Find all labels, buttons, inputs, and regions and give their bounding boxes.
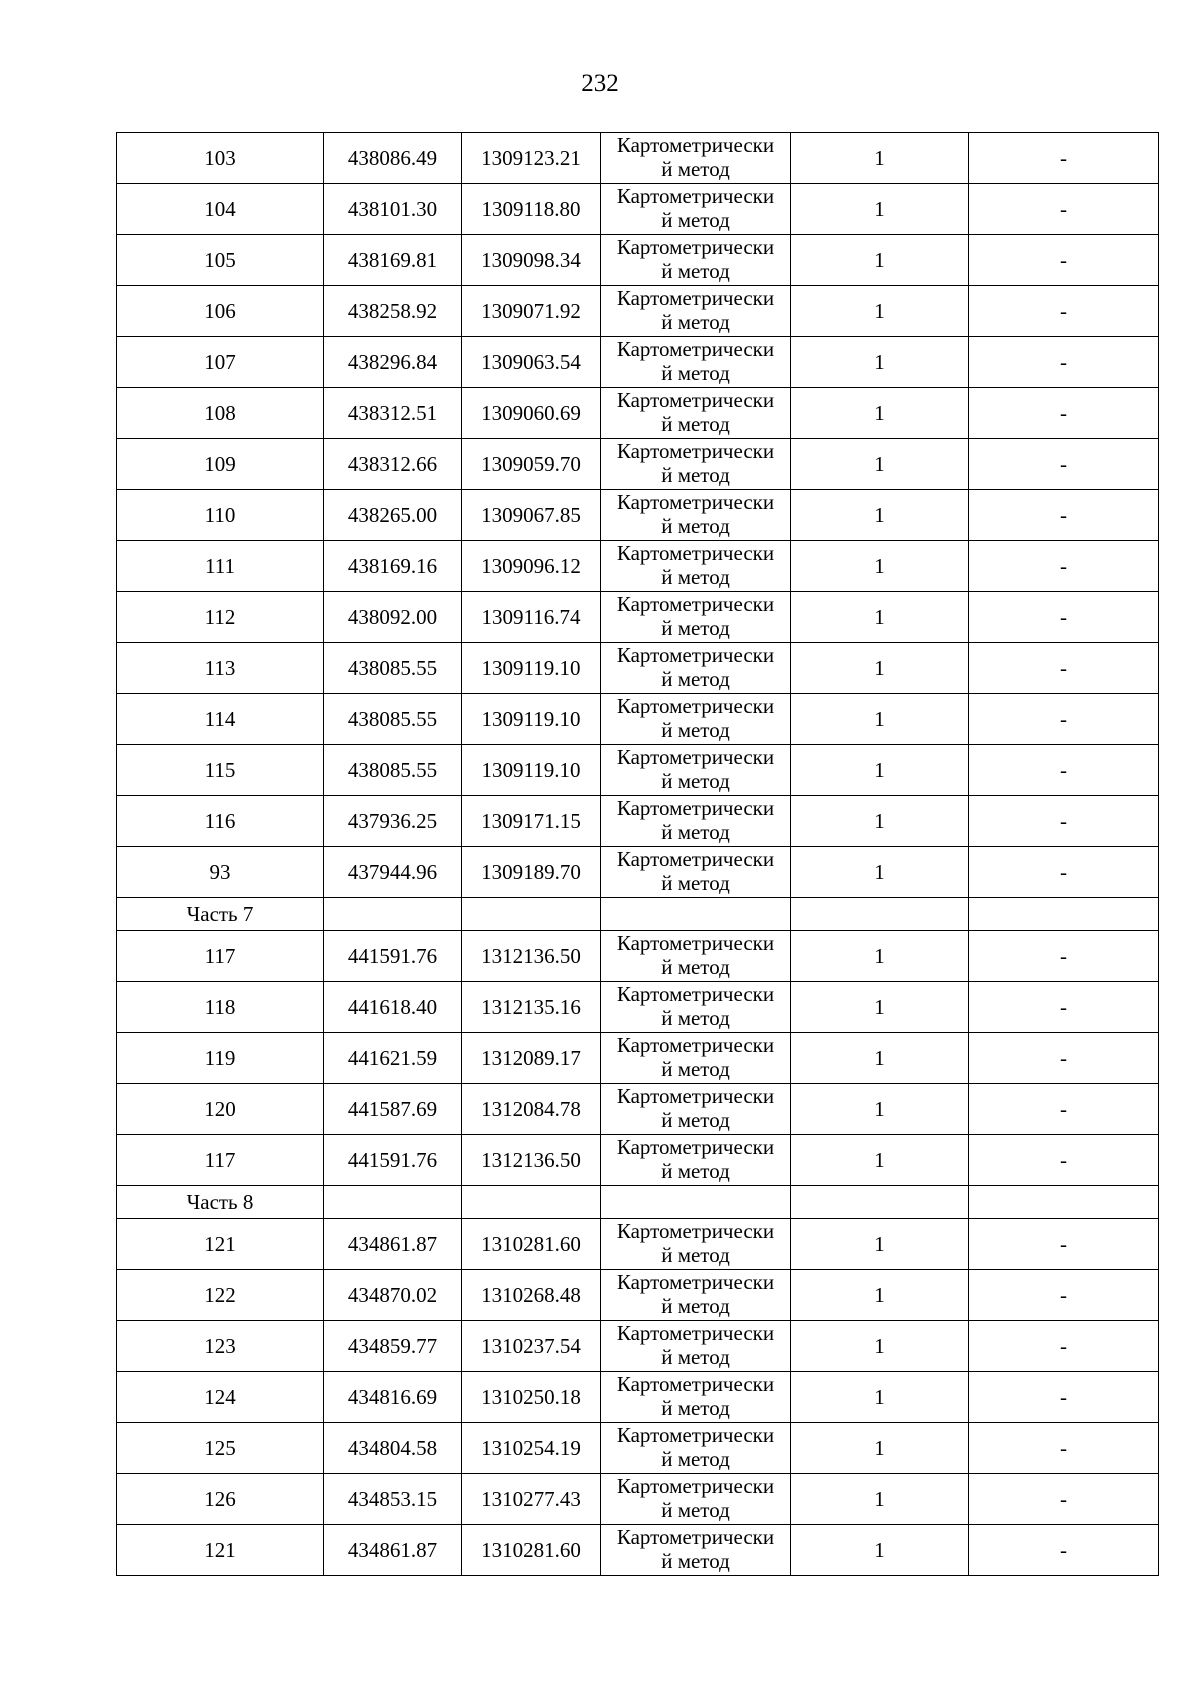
y-coordinate-cell: 1309118.80 (462, 184, 601, 235)
method-cell (601, 1474, 791, 1525)
accuracy-cell: 1 (791, 1219, 969, 1270)
method-line-1: Картометрически (616, 796, 775, 820)
x-coordinate-cell: 434861.87 (324, 1525, 462, 1576)
method-cell (601, 796, 791, 847)
x-coordinate-cell: 438258.92 (324, 286, 462, 337)
method-line-2: й метод (661, 769, 730, 793)
y-coordinate-cell: 1309071.92 (462, 286, 601, 337)
y-coordinate-cell: 1310281.60 (462, 1219, 601, 1270)
x-coordinate-cell: 438312.51 (324, 388, 462, 439)
point-cell: 118 (117, 982, 324, 1033)
empty-cell (324, 1186, 462, 1219)
method-line-1: Картометрически (616, 541, 775, 565)
y-coordinate-cell: 1309119.10 (462, 643, 601, 694)
section-row (117, 1186, 1159, 1219)
y-coordinate-cell: 1310237.54 (462, 1321, 601, 1372)
method-line-1: Картометрически (616, 694, 775, 718)
y-coordinate-cell: 1309189.70 (462, 847, 601, 898)
x-coordinate-cell: 438092.00 (324, 592, 462, 643)
section-label: Часть 8 (117, 1186, 324, 1219)
method-cell (601, 745, 791, 796)
method-line-1: Картометрически (616, 1084, 775, 1108)
table-row (117, 694, 1159, 745)
table-row (117, 133, 1159, 184)
x-coordinate-cell: 434861.87 (324, 1219, 462, 1270)
accuracy-cell: 1 (791, 592, 969, 643)
table-row (117, 1423, 1159, 1474)
extra-cell: - (969, 931, 1159, 982)
y-coordinate-cell: 1312136.50 (462, 931, 601, 982)
extra-cell: - (969, 1423, 1159, 1474)
method-line-2: й метод (661, 361, 730, 385)
section-label: Часть 7 (117, 898, 324, 931)
table-row (117, 337, 1159, 388)
method-line-2: й метод (661, 514, 730, 538)
method-line-2: й метод (661, 955, 730, 979)
extra-cell: - (969, 541, 1159, 592)
extra-cell: - (969, 1135, 1159, 1186)
method-line-1: Картометрически (616, 643, 775, 667)
method-cell (601, 592, 791, 643)
method-line-1: Картометрически (616, 184, 775, 208)
extra-cell: - (969, 796, 1159, 847)
table-row (117, 1321, 1159, 1372)
method-line-1: Картометрически (616, 1372, 775, 1396)
method-line-1: Картометрически (616, 1321, 775, 1345)
accuracy-cell: 1 (791, 235, 969, 286)
y-coordinate-cell: 1309059.70 (462, 439, 601, 490)
accuracy-cell: 1 (791, 1135, 969, 1186)
extra-cell: - (969, 847, 1159, 898)
accuracy-cell: 1 (791, 133, 969, 184)
method-cell (601, 1219, 791, 1270)
x-coordinate-cell: 438296.84 (324, 337, 462, 388)
method-cell (601, 847, 791, 898)
point-cell: 111 (117, 541, 324, 592)
accuracy-cell: 1 (791, 1033, 969, 1084)
method-line-1: Картометрически (616, 1474, 775, 1498)
page-number: 232 (581, 70, 619, 97)
accuracy-cell: 1 (791, 643, 969, 694)
method-line-2: й метод (661, 718, 730, 742)
point-cell: 121 (117, 1219, 324, 1270)
y-coordinate-cell: 1310250.18 (462, 1372, 601, 1423)
x-coordinate-cell: 438085.55 (324, 745, 462, 796)
method-line-2: й метод (661, 1243, 730, 1267)
method-line-1: Картометрически (616, 1270, 775, 1294)
method-line-2: й метод (661, 1447, 730, 1471)
point-cell: 109 (117, 439, 324, 490)
method-line-2: й метод (661, 1498, 730, 1522)
point-cell: 122 (117, 1270, 324, 1321)
point-cell: 120 (117, 1084, 324, 1135)
x-coordinate-cell: 438086.49 (324, 133, 462, 184)
method-line-2: й метод (661, 1108, 730, 1132)
method-line-2: й метод (661, 871, 730, 895)
method-cell (601, 643, 791, 694)
method-cell (601, 694, 791, 745)
method-line-1: Картометрически (616, 745, 775, 769)
method-line-2: й метод (661, 1294, 730, 1318)
method-cell (601, 541, 791, 592)
x-coordinate-cell: 437944.96 (324, 847, 462, 898)
method-cell (601, 286, 791, 337)
extra-cell: - (969, 1270, 1159, 1321)
x-coordinate-cell: 434859.77 (324, 1321, 462, 1372)
method-cell (601, 388, 791, 439)
extra-cell: - (969, 982, 1159, 1033)
empty-cell (462, 1186, 601, 1219)
point-cell: 114 (117, 694, 324, 745)
y-coordinate-cell: 1309067.85 (462, 490, 601, 541)
method-cell (601, 1084, 791, 1135)
accuracy-cell: 1 (791, 745, 969, 796)
method-cell (601, 982, 791, 1033)
method-line-2: й метод (661, 310, 730, 334)
method-cell (601, 1033, 791, 1084)
x-coordinate-cell: 441621.59 (324, 1033, 462, 1084)
y-coordinate-cell: 1312136.50 (462, 1135, 601, 1186)
method-cell (601, 1372, 791, 1423)
x-coordinate-cell: 438265.00 (324, 490, 462, 541)
extra-cell: - (969, 1372, 1159, 1423)
table-row (117, 541, 1159, 592)
method-line-1: Картометрически (616, 931, 775, 955)
method-line-1: Картометрически (616, 1423, 775, 1447)
point-cell: 121 (117, 1525, 324, 1576)
empty-cell (969, 1186, 1159, 1219)
empty-cell (601, 898, 791, 931)
point-cell: 115 (117, 745, 324, 796)
method-line-2: й метод (661, 1345, 730, 1369)
point-cell: 108 (117, 388, 324, 439)
accuracy-cell: 1 (791, 1525, 969, 1576)
extra-cell: - (969, 1033, 1159, 1084)
table-row (117, 643, 1159, 694)
method-line-1: Картометрически (616, 439, 775, 463)
y-coordinate-cell: 1312135.16 (462, 982, 601, 1033)
accuracy-cell: 1 (791, 847, 969, 898)
point-cell: 107 (117, 337, 324, 388)
x-coordinate-cell: 434853.15 (324, 1474, 462, 1525)
extra-cell: - (969, 694, 1159, 745)
point-cell: 123 (117, 1321, 324, 1372)
coordinates-table (116, 132, 1159, 1576)
method-line-1: Картометрически (616, 847, 775, 871)
method-line-2: й метод (661, 259, 730, 283)
y-coordinate-cell: 1309096.12 (462, 541, 601, 592)
x-coordinate-cell: 441591.76 (324, 1135, 462, 1186)
extra-cell: - (969, 643, 1159, 694)
empty-cell (791, 898, 969, 931)
y-coordinate-cell: 1309063.54 (462, 337, 601, 388)
method-line-2: й метод (661, 1057, 730, 1081)
x-coordinate-cell: 441587.69 (324, 1084, 462, 1135)
extra-cell: - (969, 592, 1159, 643)
x-coordinate-cell: 434804.58 (324, 1423, 462, 1474)
method-line-1: Картометрически (616, 286, 775, 310)
method-line-1: Картометрически (616, 133, 775, 157)
point-cell: 124 (117, 1372, 324, 1423)
extra-cell: - (969, 1084, 1159, 1135)
table-row (117, 235, 1159, 286)
method-line-2: й метод (661, 463, 730, 487)
point-cell: 113 (117, 643, 324, 694)
x-coordinate-cell: 438169.81 (324, 235, 462, 286)
y-coordinate-cell: 1310281.60 (462, 1525, 601, 1576)
point-cell: 112 (117, 592, 324, 643)
method-cell (601, 337, 791, 388)
y-coordinate-cell: 1309098.34 (462, 235, 601, 286)
method-line-2: й метод (661, 1159, 730, 1183)
accuracy-cell: 1 (791, 388, 969, 439)
x-coordinate-cell: 437936.25 (324, 796, 462, 847)
table-body (117, 133, 1159, 1576)
method-line-1: Картометрически (616, 1135, 775, 1159)
accuracy-cell: 1 (791, 796, 969, 847)
point-cell: 116 (117, 796, 324, 847)
method-line-1: Картометрически (616, 982, 775, 1006)
x-coordinate-cell: 434816.69 (324, 1372, 462, 1423)
method-line-2: й метод (661, 412, 730, 436)
x-coordinate-cell: 438085.55 (324, 694, 462, 745)
method-cell (601, 1321, 791, 1372)
y-coordinate-cell: 1312084.78 (462, 1084, 601, 1135)
x-coordinate-cell: 441591.76 (324, 931, 462, 982)
y-coordinate-cell: 1309171.15 (462, 796, 601, 847)
table-row (117, 184, 1159, 235)
point-cell: 103 (117, 133, 324, 184)
method-cell (601, 235, 791, 286)
x-coordinate-cell: 438169.16 (324, 541, 462, 592)
x-coordinate-cell: 434870.02 (324, 1270, 462, 1321)
method-line-1: Картометрически (616, 1219, 775, 1243)
table-row (117, 796, 1159, 847)
x-coordinate-cell: 441618.40 (324, 982, 462, 1033)
accuracy-cell: 1 (791, 1474, 969, 1525)
y-coordinate-cell: 1310254.19 (462, 1423, 601, 1474)
extra-cell: - (969, 1525, 1159, 1576)
method-cell (601, 1423, 791, 1474)
y-coordinate-cell: 1310268.48 (462, 1270, 601, 1321)
table-row (117, 490, 1159, 541)
point-cell: 106 (117, 286, 324, 337)
y-coordinate-cell: 1309123.21 (462, 133, 601, 184)
table-row (117, 1135, 1159, 1186)
point-cell: 110 (117, 490, 324, 541)
section-row (117, 898, 1159, 931)
table-row (117, 1270, 1159, 1321)
method-line-1: Картометрически (616, 1033, 775, 1057)
table-row (117, 847, 1159, 898)
extra-cell: - (969, 235, 1159, 286)
table-row (117, 1525, 1159, 1576)
method-line-2: й метод (661, 208, 730, 232)
y-coordinate-cell: 1309116.74 (462, 592, 601, 643)
table-row (117, 1372, 1159, 1423)
method-line-1: Картометрически (616, 337, 775, 361)
table-row (117, 1219, 1159, 1270)
method-cell (601, 439, 791, 490)
extra-cell: - (969, 490, 1159, 541)
extra-cell: - (969, 337, 1159, 388)
accuracy-cell: 1 (791, 1372, 969, 1423)
method-line-2: й метод (661, 667, 730, 691)
y-coordinate-cell: 1312089.17 (462, 1033, 601, 1084)
method-line-2: й метод (661, 565, 730, 589)
empty-cell (601, 1186, 791, 1219)
method-cell (601, 184, 791, 235)
point-cell: 126 (117, 1474, 324, 1525)
extra-cell: - (969, 745, 1159, 796)
method-line-2: й метод (661, 1396, 730, 1420)
accuracy-cell: 1 (791, 439, 969, 490)
empty-cell (324, 898, 462, 931)
accuracy-cell: 1 (791, 541, 969, 592)
table-row (117, 1474, 1159, 1525)
table-row (117, 439, 1159, 490)
method-cell (601, 1525, 791, 1576)
x-coordinate-cell: 438101.30 (324, 184, 462, 235)
extra-cell: - (969, 439, 1159, 490)
method-cell (601, 1135, 791, 1186)
method-cell (601, 1270, 791, 1321)
method-line-1: Картометрически (616, 592, 775, 616)
extra-cell: - (969, 1474, 1159, 1525)
method-cell (601, 133, 791, 184)
extra-cell: - (969, 184, 1159, 235)
method-line-2: й метод (661, 1549, 730, 1573)
method-line-2: й метод (661, 820, 730, 844)
point-cell: 104 (117, 184, 324, 235)
y-coordinate-cell: 1309119.10 (462, 745, 601, 796)
method-cell (601, 931, 791, 982)
point-cell: 119 (117, 1033, 324, 1084)
point-cell: 93 (117, 847, 324, 898)
method-line-1: Картометрически (616, 490, 775, 514)
method-line-2: й метод (661, 616, 730, 640)
accuracy-cell: 1 (791, 184, 969, 235)
method-line-1: Картометрически (616, 1525, 775, 1549)
table-row (117, 286, 1159, 337)
accuracy-cell: 1 (791, 1321, 969, 1372)
extra-cell: - (969, 1219, 1159, 1270)
y-coordinate-cell: 1309060.69 (462, 388, 601, 439)
table-row (117, 1084, 1159, 1135)
accuracy-cell: 1 (791, 931, 969, 982)
method-line-2: й метод (661, 157, 730, 181)
table-row (117, 931, 1159, 982)
point-cell: 105 (117, 235, 324, 286)
accuracy-cell: 1 (791, 1270, 969, 1321)
x-coordinate-cell: 438085.55 (324, 643, 462, 694)
point-cell: 125 (117, 1423, 324, 1474)
accuracy-cell: 1 (791, 337, 969, 388)
y-coordinate-cell: 1310277.43 (462, 1474, 601, 1525)
extra-cell: - (969, 133, 1159, 184)
accuracy-cell: 1 (791, 1423, 969, 1474)
point-cell: 117 (117, 1135, 324, 1186)
accuracy-cell: 1 (791, 1084, 969, 1135)
empty-cell (791, 1186, 969, 1219)
table-row (117, 745, 1159, 796)
method-line-1: Картометрически (616, 388, 775, 412)
method-line-2: й метод (661, 1006, 730, 1030)
method-cell (601, 490, 791, 541)
extra-cell: - (969, 286, 1159, 337)
x-coordinate-cell: 438312.66 (324, 439, 462, 490)
y-coordinate-cell: 1309119.10 (462, 694, 601, 745)
accuracy-cell: 1 (791, 982, 969, 1033)
table-row (117, 388, 1159, 439)
table-row (117, 982, 1159, 1033)
accuracy-cell: 1 (791, 694, 969, 745)
empty-cell (969, 898, 1159, 931)
method-line-1: Картометрически (616, 235, 775, 259)
empty-cell (462, 898, 601, 931)
point-cell: 117 (117, 931, 324, 982)
extra-cell: - (969, 1321, 1159, 1372)
accuracy-cell: 1 (791, 490, 969, 541)
accuracy-cell: 1 (791, 286, 969, 337)
table-row (117, 592, 1159, 643)
table-row (117, 1033, 1159, 1084)
extra-cell: - (969, 388, 1159, 439)
